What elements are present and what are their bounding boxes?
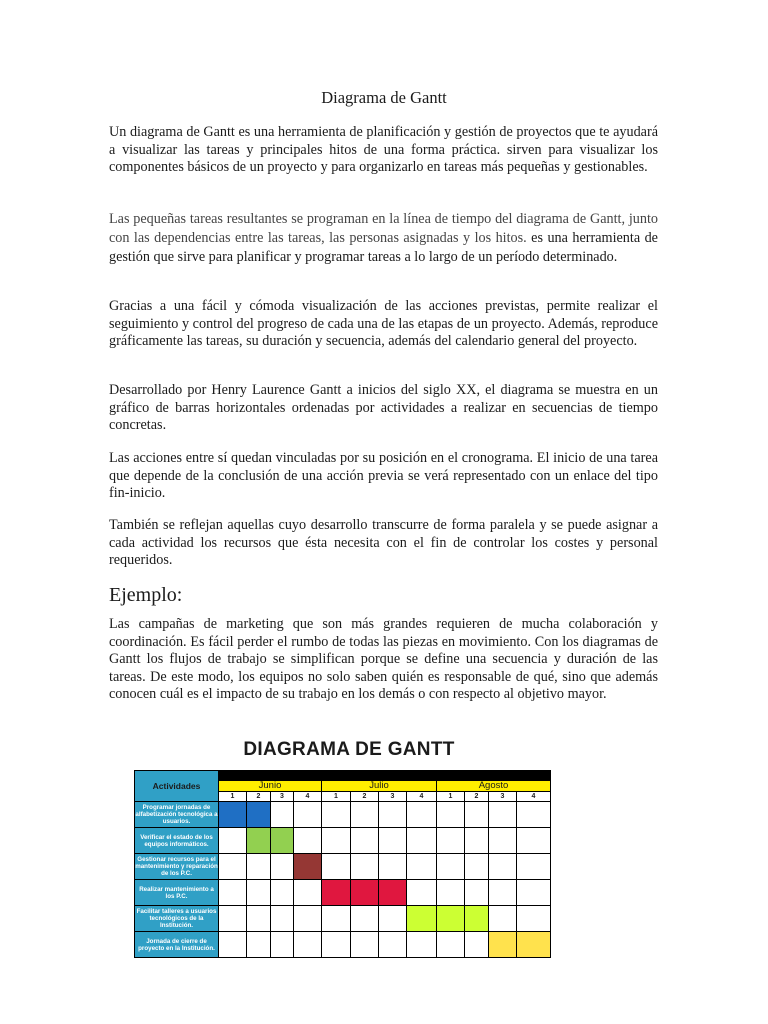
gantt-empty-cell	[465, 802, 489, 828]
gantt-empty-cell	[247, 880, 271, 906]
gantt-empty-cell	[294, 802, 322, 828]
gantt-empty-cell	[437, 828, 465, 854]
paragraph-tasks-part1: Las pequeñas tareas resultantes se programan en la línea de tiempo del diagrama de Gantt, junto con las dependencias entre las tareas, las personas asignadas y los hitos.	[109, 211, 658, 246]
gantt-empty-cell	[437, 932, 465, 958]
gantt-empty-cell	[379, 906, 407, 932]
activities-header: Actividades	[135, 771, 219, 802]
gantt-bar-cell	[247, 828, 271, 854]
gantt-empty-cell	[489, 802, 517, 828]
header-bar	[219, 771, 551, 781]
activity-row	[135, 802, 551, 828]
gantt-header-row	[135, 771, 551, 781]
gantt-empty-cell	[294, 880, 322, 906]
gantt-empty-cell	[437, 880, 465, 906]
gantt-empty-cell	[271, 932, 294, 958]
week-header: 3	[489, 792, 517, 802]
paragraph-visualization: Gracias a una fácil y cómoda visualización de las acciones previstas, permite realizar el seguimiento y control del progreso de cada una de las etapas de un proyecto. Además, reproduce gráficamente las tareas, su duración y secuencia, además del calendario general del proyecto.	[109, 298, 658, 350]
activity-name: Realizar mantenimiento a los P.C.	[135, 880, 219, 906]
week-header: 1	[219, 792, 247, 802]
paragraph-parallel: También se reflejan aquellas cuyo desarrollo transcurre de forma paralela y se puede asignar a cada actividad los recursos que ésta necesita con el fin de controlar los costes y personal requeridos.	[109, 517, 658, 569]
gantt-empty-cell	[465, 880, 489, 906]
gantt-empty-cell	[407, 932, 437, 958]
week-header: 2	[247, 792, 271, 802]
gantt-empty-cell	[219, 880, 247, 906]
gantt-empty-cell	[437, 854, 465, 880]
gantt-empty-cell	[489, 880, 517, 906]
activity-row	[135, 906, 551, 932]
gantt-empty-cell	[351, 906, 379, 932]
month-header: Julio	[322, 781, 437, 792]
week-header: 2	[465, 792, 489, 802]
gantt-empty-cell	[489, 854, 517, 880]
gantt-bar-cell	[271, 828, 294, 854]
activity-name: Gestionar recursos para el mantenimiento y reparación de los P.C.	[135, 854, 219, 880]
gantt-bar-cell	[219, 802, 247, 828]
paragraph-history: Desarrollado por Henry Laurence Gantt a inicios del siglo XX, el diagrama se muestra en un gráfico de barras horizontales ordenadas por actividades a realizar en secuencias de tiempo concretas.	[109, 382, 658, 434]
gantt-empty-cell	[351, 932, 379, 958]
gantt-empty-cell	[294, 828, 322, 854]
paragraph-tasks-part2: es una herramienta de gestión que sirve para planificar y programar tareas a lo largo de un período determinado.	[109, 230, 658, 265]
month-header: Junio	[219, 781, 322, 792]
gantt-empty-cell	[219, 828, 247, 854]
gantt-empty-cell	[379, 828, 407, 854]
activity-name: Verificar el estado de los equipos informáticos.	[135, 828, 219, 854]
gantt-bar-cell	[379, 880, 407, 906]
week-header: 4	[517, 792, 551, 802]
example-heading: Ejemplo:	[109, 584, 183, 606]
paragraph-tasks	[109, 210, 658, 267]
gantt-empty-cell	[407, 880, 437, 906]
gantt-empty-cell	[465, 932, 489, 958]
gantt-empty-cell	[517, 906, 551, 932]
gantt-bar-cell	[294, 854, 322, 880]
week-header: 1	[437, 792, 465, 802]
gantt-empty-cell	[271, 802, 294, 828]
gantt-empty-cell	[322, 828, 351, 854]
gantt-empty-cell	[247, 906, 271, 932]
gantt-empty-cell	[437, 802, 465, 828]
gantt-table	[134, 770, 551, 958]
gantt-empty-cell	[517, 854, 551, 880]
gantt-empty-cell	[489, 906, 517, 932]
week-header: 4	[407, 792, 437, 802]
gantt-bar-cell	[517, 932, 551, 958]
gantt-empty-cell	[465, 828, 489, 854]
week-header: 1	[322, 792, 351, 802]
gantt-empty-cell	[322, 854, 351, 880]
gantt-empty-cell	[517, 828, 551, 854]
gantt-bar-cell	[437, 906, 465, 932]
activity-row	[135, 932, 551, 958]
activity-row	[135, 880, 551, 906]
activity-name: Facilitar talleres a usuarios tecnológicos de la Institución.	[135, 906, 219, 932]
paragraph-intro: Un diagrama de Gantt es una herramienta de planificación y gestión de proyectos que te ayudará a visualizar las tareas y principales hitos de una forma práctica. sirven para visualizar los componentes básicos de un proyecto y para organizarlo en tareas más pequeñas y gestionables.	[109, 124, 658, 176]
gantt-empty-cell	[407, 854, 437, 880]
gantt-empty-cell	[351, 854, 379, 880]
gantt-empty-cell	[379, 802, 407, 828]
gantt-empty-cell	[379, 854, 407, 880]
activity-row	[135, 828, 551, 854]
gantt-empty-cell	[247, 854, 271, 880]
gantt-empty-cell	[517, 802, 551, 828]
gantt-empty-cell	[219, 906, 247, 932]
activity-name: Programar jornadas de alfabetización tecnológica a usuarios.	[135, 802, 219, 828]
gantt-empty-cell	[294, 932, 322, 958]
gantt-empty-cell	[271, 906, 294, 932]
gantt-empty-cell	[351, 828, 379, 854]
gantt-bar-cell	[465, 906, 489, 932]
gantt-empty-cell	[322, 932, 351, 958]
gantt-empty-cell	[489, 828, 517, 854]
gantt-empty-cell	[407, 802, 437, 828]
week-header: 2	[351, 792, 379, 802]
gantt-empty-cell	[322, 802, 351, 828]
gantt-empty-cell	[465, 854, 489, 880]
gantt-empty-cell	[517, 880, 551, 906]
page-title: Diagrama de Gantt	[321, 88, 447, 107]
gantt-empty-cell	[379, 932, 407, 958]
week-header: 3	[271, 792, 294, 802]
activity-name: Jornada de cierre de proyecto en la Institución.	[135, 932, 219, 958]
gantt-bar-cell	[351, 880, 379, 906]
gantt-empty-cell	[219, 854, 247, 880]
gantt-empty-cell	[271, 880, 294, 906]
week-header: 4	[294, 792, 322, 802]
week-header: 3	[379, 792, 407, 802]
gantt-empty-cell	[271, 854, 294, 880]
gantt-bar-cell	[407, 906, 437, 932]
gantt-empty-cell	[219, 932, 247, 958]
gantt-bar-cell	[322, 880, 351, 906]
paragraph-links: Las acciones entre sí quedan vinculadas por su posición en el cronograma. El inicio de una tarea que depende de la conclusión de una acción previa se verá representado con un enlace del tipo fin-inicio.	[109, 450, 658, 502]
gantt-empty-cell	[351, 802, 379, 828]
gantt-chart-title: DIAGRAMA DE GANTT	[243, 739, 455, 760]
paragraph-example: Las campañas de marketing que son más grandes requieren de mucha colaboración y coordinación. Es fácil perder el rumbo de todas las piezas en movimiento. Con los diagramas de Gantt los flujos de trabajo se simplifican porque se define una secuencia y duración de las tareas. De este modo, los equipos no solo saben quién es responsable de qué, sino que además conocen cuál es el impacto de su trabajo en los demás o con respecto al objetivo mayor.	[109, 616, 658, 703]
gantt-bar-cell	[489, 932, 517, 958]
activity-row	[135, 854, 551, 880]
gantt-empty-cell	[294, 906, 322, 932]
gantt-empty-cell	[322, 906, 351, 932]
gantt-bar-cell	[247, 802, 271, 828]
gantt-empty-cell	[247, 932, 271, 958]
month-header: Agosto	[437, 781, 551, 792]
gantt-empty-cell	[407, 828, 437, 854]
